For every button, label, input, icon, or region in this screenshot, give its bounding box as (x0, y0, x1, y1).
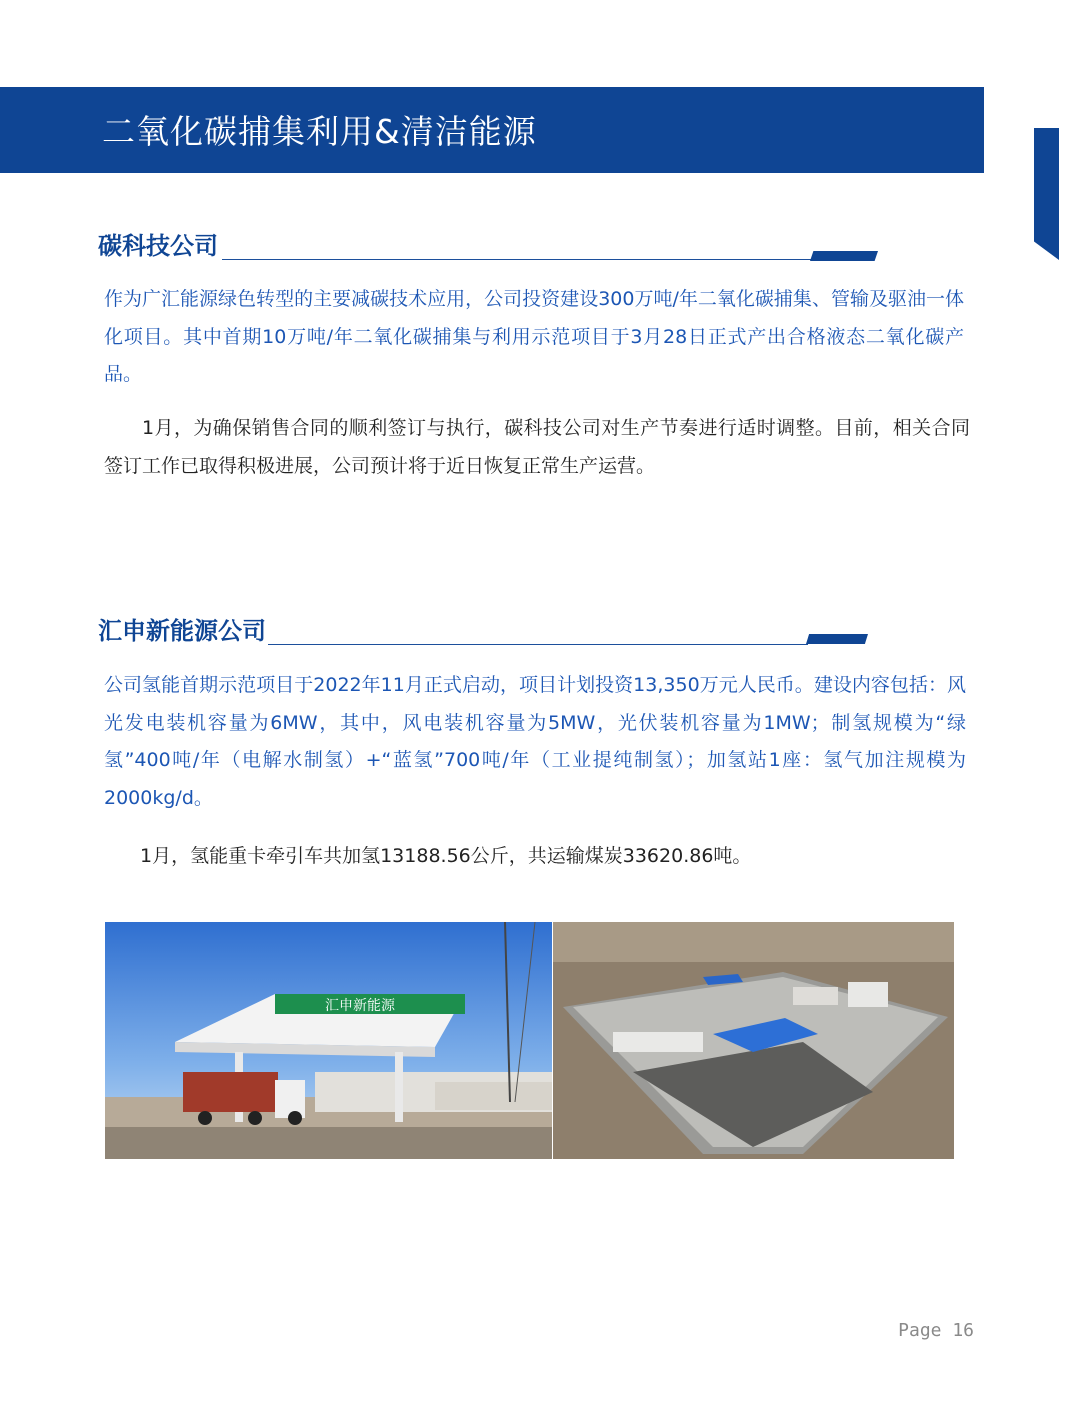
section-underline (222, 259, 812, 260)
huishen-paragraph-1: 公司氢能首期示范项目于2022年11月正式启动，项目计划投资13,350万元人民币。建设内容包括：风光发电装机容量为6MW，其中，风电装机容量为5MW，光伏装机容量为1MW；制氢规模为“绿氢”400吨/年（电解水制氢）+“蓝氢”700吨/年（工业提纯制氢）；加氢站1座：氢气加注规模为2000kg/d。 (104, 674, 966, 809)
section-accent-bar (810, 251, 878, 261)
page-title: 二氧化碳捕集利用&清洁能源 (102, 112, 537, 151)
section-accent-bar (806, 634, 868, 644)
section-underline (268, 644, 808, 645)
canopy-sign-text: 汇申新能源 (325, 998, 395, 1014)
huishen-paragraph-2: 1月，氢能重卡牵引车共加氢13188.56公斤，共运输煤炭33620.86吨。 (140, 845, 752, 867)
side-tab-decoration (1034, 128, 1059, 260)
section-heading-huishen: 汇申新能源公司 (98, 617, 266, 645)
carbon-tech-paragraph-1: 作为广汇能源绿色转型的主要减碳技术应用，公司投资建设300万吨/年二氧化碳捕集、管输及驱油一体化项目。其中首期10万吨/年二氧化碳捕集与利用示范项目于3月28日正式产出合格液态二氧化碳产品。 (104, 288, 964, 385)
photo-aerial-site (553, 922, 954, 1159)
carbon-tech-paragraph-2: 1月，为确保销售合同的顺利签订与执行，碳科技公司对生产节奏进行适时调整。目前，相关合同签订工作已取得积极进展，公司预计将于近日恢复正常生产运营。 (104, 417, 970, 477)
page-number: Page 16 (898, 1320, 974, 1341)
section-heading-carbon-tech: 碳科技公司 (98, 232, 218, 260)
photo-hydrogen-station (105, 922, 552, 1159)
